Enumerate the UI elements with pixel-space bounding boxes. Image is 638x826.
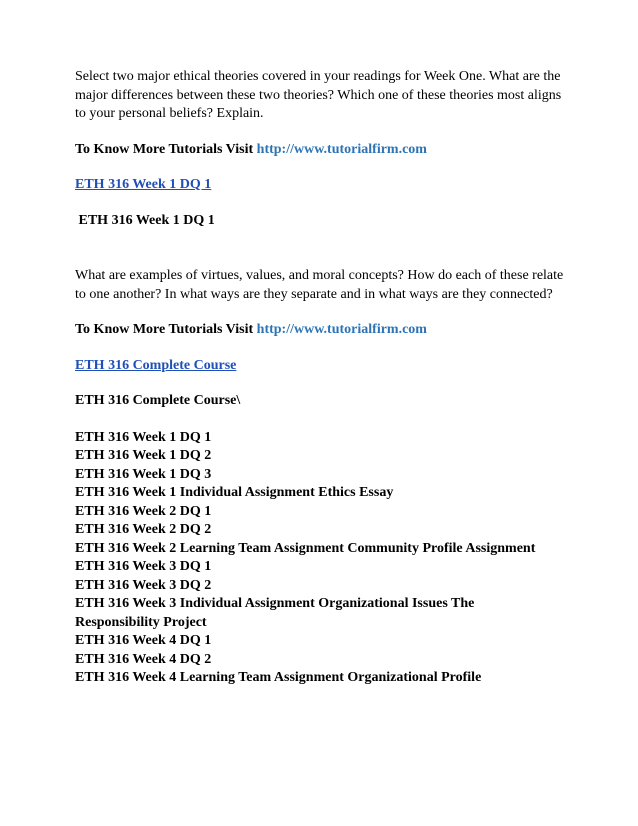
list-item: ETH 316 Week 4 DQ 2 — [75, 651, 212, 667]
spacer — [75, 124, 575, 141]
eth316-week1-dq1-link[interactable]: ETH 316 Week 1 DQ 1 — [75, 177, 212, 192]
course-contents-list — [75, 429, 575, 688]
link-title-paragraph-2 — [75, 357, 575, 376]
question-paragraph-2: What are examples of virtues, values, and moral concepts? How do each of these relate to one another? In what ways are they separate and in what ways are they connected? — [75, 268, 564, 302]
list-item: ETH 316 Week 1 DQ 2 — [75, 448, 212, 463]
list-item: ETH 316 Week 1 DQ 3 — [75, 466, 212, 482]
question-paragraph-1: Select two major ethical theories covered in your readings for Week One. What are the major differences between these two theories? Which one of these theories most aligns to your personal beliefs? Explain. — [75, 69, 562, 121]
link-title-paragraph-1 — [75, 176, 575, 195]
tutorial-url-link[interactable]: http://www.tutorialfirm.com — [256, 322, 427, 337]
spacer — [75, 304, 575, 321]
list-item: ETH 316 Week 2 DQ 2 — [75, 522, 212, 537]
spacer — [75, 411, 575, 429]
section-title-complete-course: ETH 316 Complete Course\ — [75, 393, 241, 408]
list-item: ETH 316 Week 2 DQ 1 — [75, 503, 212, 519]
visit-label: To Know More Tutorials Visit — [75, 322, 254, 337]
spacer — [75, 340, 575, 357]
list-item: ETH 316 Week 3 DQ 2 — [75, 577, 212, 593]
tutorial-visit-line-2 — [75, 321, 575, 340]
section-title-week1-dq1: ETH 316 Week 1 DQ 1 — [75, 212, 215, 228]
spacer — [75, 230, 575, 267]
list-item: ETH 316 Week 2 Learning Team Assignment Community Profile Assignment — [75, 540, 536, 556]
list-item: ETH 316 Week 3 Individual Assignment Organizational Issues The Responsibility Project — [75, 596, 475, 630]
list-item: ETH 316 Week 1 Individual Assignment Ethics Essay — [75, 485, 394, 500]
visit-label: To Know More Tutorials Visit — [75, 141, 254, 157]
list-item: ETH 316 Week 4 Learning Team Assignment Organizational Profile — [75, 670, 482, 685]
tutorial-visit-line-1 — [75, 141, 575, 160]
tutorial-url-link[interactable]: http://www.tutorialfirm.com — [256, 141, 427, 157]
spacer — [75, 375, 575, 392]
spacer — [75, 195, 575, 212]
document-page — [75, 68, 575, 688]
list-item: ETH 316 Week 4 DQ 1 — [75, 633, 212, 648]
list-item: ETH 316 Week 3 DQ 1 — [75, 559, 212, 574]
spacer — [75, 159, 575, 176]
list-item: ETH 316 Week 1 DQ 1 — [75, 429, 212, 445]
eth316-complete-course-link[interactable]: ETH 316 Complete Course — [75, 357, 237, 373]
